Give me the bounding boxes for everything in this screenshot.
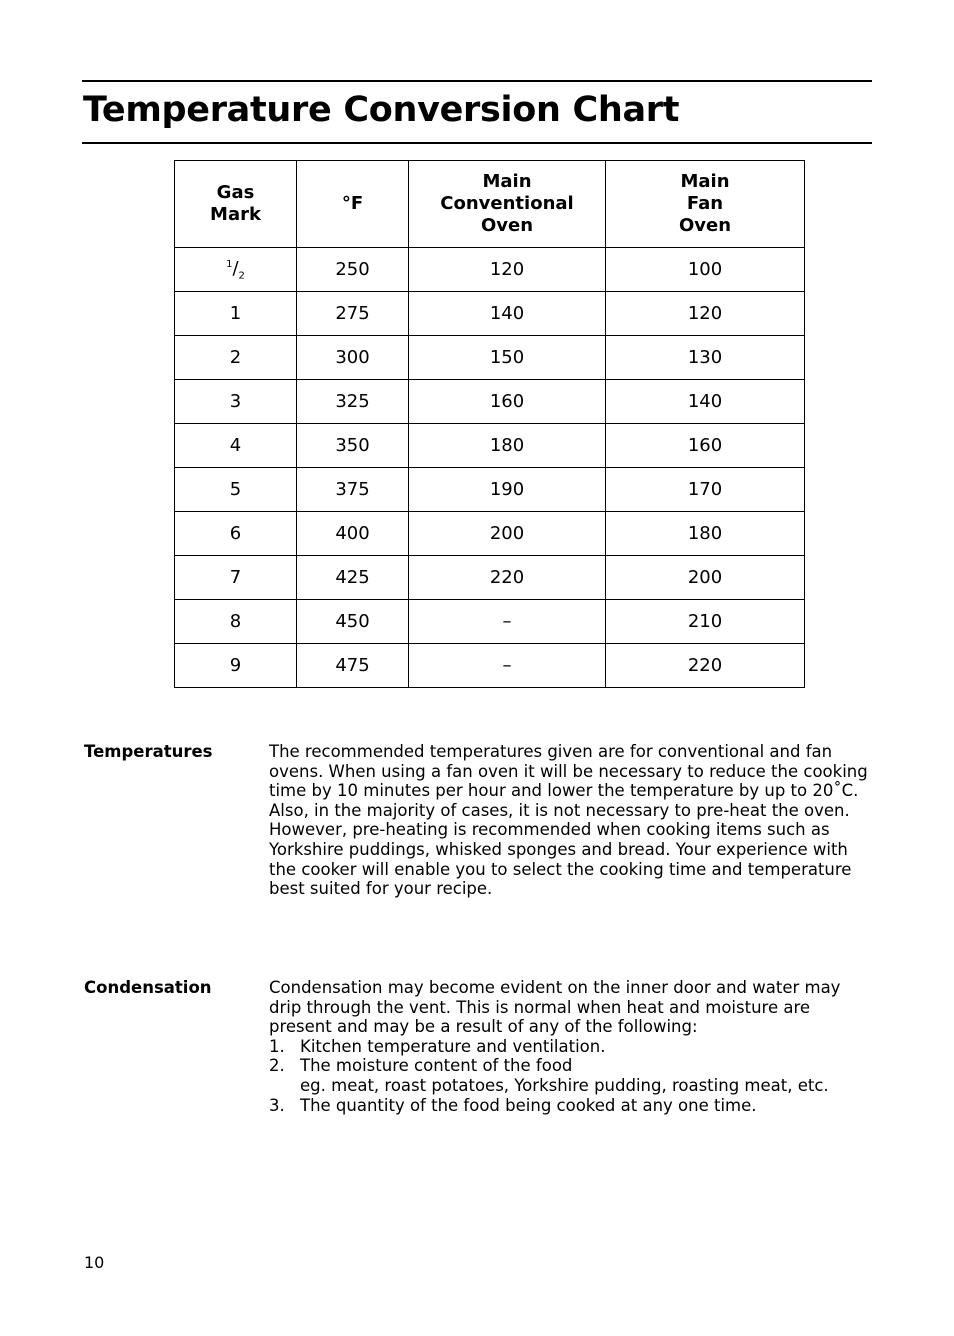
fan-oven-cell: 120: [606, 292, 805, 336]
header-fahrenheit: [297, 161, 409, 248]
gas-mark-cell: 6: [175, 512, 297, 556]
gas-mark-cell: 2: [175, 336, 297, 380]
condensation-causes-list: [269, 1037, 869, 1115]
table-row: [175, 424, 805, 468]
table-row: [175, 644, 805, 688]
temperatures-label: Temperatures: [84, 742, 213, 761]
fahrenheit-cell: 325: [297, 380, 409, 424]
conventional-oven-cell: 200: [409, 512, 606, 556]
half-fraction: [226, 257, 245, 282]
fan-oven-cell: 170: [606, 468, 805, 512]
fahrenheit-cell: 350: [297, 424, 409, 468]
gas-mark-cell: 3: [175, 380, 297, 424]
conventional-oven-cell: 120: [409, 248, 606, 292]
conventional-oven-cell: 160: [409, 380, 606, 424]
header-line: °F: [341, 193, 364, 214]
list-item-number: 2.: [269, 1056, 285, 1076]
fan-oven-cell: 160: [606, 424, 805, 468]
list-item: [269, 1096, 869, 1116]
fan-oven-cell: 130: [606, 336, 805, 380]
page-title: Temperature Conversion Chart: [83, 90, 680, 130]
header-line: Mark: [210, 204, 261, 225]
page-number: 10: [84, 1253, 105, 1272]
fahrenheit-cell: 300: [297, 336, 409, 380]
temperatures-paragraph: Also, in the majority of cases, it is not necessary to pre-heat the oven.: [269, 800, 850, 820]
fan-oven-cell: 200: [606, 556, 805, 600]
header-main-conventional-oven: [409, 161, 606, 248]
header-gas-mark: [175, 161, 297, 248]
table-row: [175, 336, 805, 380]
gas-mark-cell: 8: [175, 600, 297, 644]
header-line: Gas: [216, 182, 255, 203]
list-item-text: The quantity of the food being cooked at any one time.: [300, 1095, 757, 1115]
temperatures-paragraph: However, pre-heating is recommended when cooking items such as Yorkshire puddings, whisked sponges and bread. Your experience with the cooker will enable you to select the cooking time and temperature best suited for your recipe.: [269, 820, 852, 899]
header-line: Main: [680, 171, 730, 192]
list-item-text: The moisture content of the food: [300, 1056, 573, 1076]
table-row: [175, 292, 805, 336]
fan-oven-cell: 220: [606, 644, 805, 688]
table-row: [175, 468, 805, 512]
header-line: Fan: [686, 193, 724, 214]
gas-mark-cell: [175, 248, 297, 292]
conventional-oven-cell: 180: [409, 424, 606, 468]
list-item-number: 1.: [269, 1036, 285, 1056]
fahrenheit-cell: 475: [297, 644, 409, 688]
fahrenheit-cell: 400: [297, 512, 409, 556]
list-item: [269, 1056, 869, 1095]
fahrenheit-cell: 250: [297, 248, 409, 292]
header-line: Conventional: [440, 193, 574, 214]
table-header-row: [175, 161, 805, 248]
conventional-oven-cell: –: [409, 644, 606, 688]
header-main-fan-oven: [606, 161, 805, 248]
table-row: [175, 556, 805, 600]
fraction-slash: /: [232, 257, 239, 279]
table-row: [175, 512, 805, 556]
header-line: Main: [482, 171, 532, 192]
list-item-number: 3.: [269, 1095, 285, 1115]
list-item-subtext: eg. meat, roast potatoes, Yorkshire pudding, roasting meat, etc.: [300, 1075, 829, 1095]
gas-mark-cell: 1: [175, 292, 297, 336]
header-line: Oven: [678, 215, 732, 236]
fahrenheit-cell: 275: [297, 292, 409, 336]
header-line: Oven: [480, 215, 534, 236]
temperatures-body: [269, 742, 869, 899]
table-row: [175, 248, 805, 292]
gas-mark-cell: 9: [175, 644, 297, 688]
fan-oven-cell: 210: [606, 600, 805, 644]
conventional-oven-cell: 220: [409, 556, 606, 600]
condensation-body: [269, 978, 869, 1115]
title-rule-bottom: [82, 142, 872, 144]
gas-mark-cell: 4: [175, 424, 297, 468]
condensation-intro: Condensation may become evident on the inner door and water may drip through the vent. This is normal when heat and moisture are present and may be a result of any of the following:: [269, 978, 841, 1037]
temperature-conversion-table: [174, 160, 805, 688]
conventional-oven-cell: –: [409, 600, 606, 644]
condensation-label: Condensation: [84, 978, 212, 997]
fraction-numerator: 1: [226, 258, 233, 270]
gas-mark-cell: 7: [175, 556, 297, 600]
title-rule-top: [82, 80, 872, 82]
conventional-oven-cell: 190: [409, 468, 606, 512]
fraction-denominator: 2: [238, 270, 245, 282]
fan-oven-cell: 140: [606, 380, 805, 424]
fan-oven-cell: 100: [606, 248, 805, 292]
conventional-oven-cell: 150: [409, 336, 606, 380]
list-item: [269, 1037, 869, 1057]
fahrenheit-cell: 450: [297, 600, 409, 644]
temperatures-paragraph: The recommended temperatures given are for conventional and fan ovens. When using a fan oven it will be necessary to reduce the cooking time by 10 minutes per hour and lower the temperature by up to 20˚C.: [269, 742, 868, 801]
conventional-oven-cell: 140: [409, 292, 606, 336]
gas-mark-cell: 5: [175, 468, 297, 512]
table-row: [175, 380, 805, 424]
table-row: [175, 600, 805, 644]
list-item-text: Kitchen temperature and ventilation.: [300, 1036, 606, 1056]
fahrenheit-cell: 425: [297, 556, 409, 600]
fahrenheit-cell: 375: [297, 468, 409, 512]
fan-oven-cell: 180: [606, 512, 805, 556]
